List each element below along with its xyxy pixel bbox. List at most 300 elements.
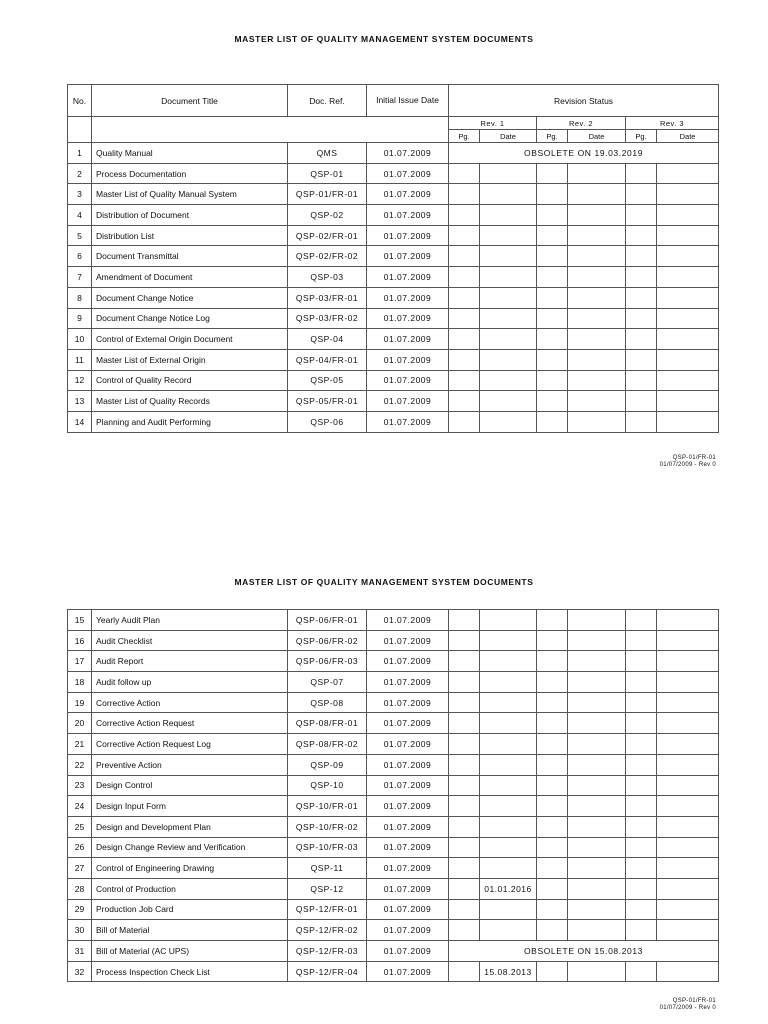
rev2-pg: [537, 163, 568, 184]
doc-ref: QSP-03: [288, 267, 367, 288]
table-row: [68, 692, 719, 713]
rev3-date: [657, 246, 719, 267]
rev2-date: [568, 816, 626, 837]
doc-ref: QSP-04: [288, 329, 367, 350]
rev1-pg: [449, 308, 480, 329]
rev1-date: [480, 713, 537, 734]
row-number: 15: [68, 610, 92, 631]
rev1-pg: [449, 754, 480, 775]
row-number: 5: [68, 225, 92, 246]
row-number: 29: [68, 899, 92, 920]
rev2-pg: [537, 651, 568, 672]
doc-ref: QSP-02/FR-01: [288, 225, 367, 246]
rev3-pg: [626, 205, 657, 226]
row-number: 20: [68, 713, 92, 734]
table-row: [68, 920, 719, 941]
revision-note: OBSOLETE ON 15.08.2013: [449, 941, 719, 962]
rev1-pg: [449, 184, 480, 205]
rev1-date: [480, 920, 537, 941]
doc-ref: QSP-06/FR-03: [288, 651, 367, 672]
rev3-date: [657, 837, 719, 858]
rev1-pg: [449, 816, 480, 837]
document-title: Control of Production: [92, 878, 288, 899]
rev2-pg: [537, 837, 568, 858]
rev3-date: [657, 329, 719, 350]
row-number: 31: [68, 941, 92, 962]
rev2-pg: [537, 349, 568, 370]
doc-ref: QSP-12/FR-01: [288, 899, 367, 920]
table-row: [68, 349, 719, 370]
revision-note: OBSOLETE ON 19.03.2019: [449, 143, 719, 164]
table-row: [68, 391, 719, 412]
initial-issue-date: 01.07.2009: [367, 754, 449, 775]
initial-issue-date: 01.07.2009: [367, 349, 449, 370]
row-number: 25: [68, 816, 92, 837]
rev1-pg: [449, 225, 480, 246]
row-number: 2: [68, 163, 92, 184]
rev1-date: [480, 734, 537, 755]
rev1-date: [480, 225, 537, 246]
rev1-date: [480, 816, 537, 837]
rev3-date: [657, 734, 719, 755]
rev1-pg: [449, 349, 480, 370]
rev3-pg: [626, 754, 657, 775]
rev3-pg: [626, 184, 657, 205]
rev2-date: [568, 899, 626, 920]
initial-issue-date: 01.07.2009: [367, 878, 449, 899]
rev1-date: [480, 163, 537, 184]
rev1-pg: [449, 267, 480, 288]
document-title: Yearly Audit Plan: [92, 610, 288, 631]
header-initial-issue-date: Initial Issue Date: [367, 85, 449, 117]
table-row: [68, 796, 719, 817]
header-rev2: Rev. 2: [537, 117, 626, 130]
rev3-pg: [626, 370, 657, 391]
doc-ref: QSP-06/FR-02: [288, 630, 367, 651]
table-row: [68, 329, 719, 350]
row-number: 19: [68, 692, 92, 713]
documents-table: [67, 609, 719, 982]
rev2-pg: [537, 329, 568, 350]
rev2-pg: [537, 411, 568, 432]
rev3-date: [657, 816, 719, 837]
rev2-date: [568, 630, 626, 651]
rev2-pg: [537, 734, 568, 755]
doc-ref: QSP-07: [288, 672, 367, 693]
rev2-pg: [537, 267, 568, 288]
rev2-date: [568, 920, 626, 941]
rev3-pg: [626, 225, 657, 246]
rev2-date: [568, 184, 626, 205]
initial-issue-date: 01.07.2009: [367, 370, 449, 391]
doc-ref: QSP-06/FR-01: [288, 610, 367, 631]
rev3-pg: [626, 899, 657, 920]
table-row: [68, 672, 719, 693]
rev1-pg: [449, 163, 480, 184]
document-title: Master List of Quality Manual System: [92, 184, 288, 205]
doc-ref: QSP-10: [288, 775, 367, 796]
rev1-pg: [449, 651, 480, 672]
rev2-pg: [537, 672, 568, 693]
rev1-pg: [449, 878, 480, 899]
initial-issue-date: 01.07.2009: [367, 391, 449, 412]
rev2-pg: [537, 899, 568, 920]
document-title: Control of Quality Record: [92, 370, 288, 391]
doc-ref: QSP-12/FR-04: [288, 961, 367, 982]
rev3-date: [657, 391, 719, 412]
rev2-date: [568, 246, 626, 267]
rev3-pg: [626, 308, 657, 329]
rev2-date: [568, 878, 626, 899]
rev3-pg: [626, 651, 657, 672]
doc-ref: QSP-10/FR-02: [288, 816, 367, 837]
initial-issue-date: 01.07.2009: [367, 610, 449, 631]
rev3-pg: [626, 734, 657, 755]
row-number: 9: [68, 308, 92, 329]
rev1-pg: [449, 287, 480, 308]
rev2-date: [568, 858, 626, 879]
table-row: [68, 308, 719, 329]
rev2-pg: [537, 961, 568, 982]
rev2-pg: [537, 308, 568, 329]
header-rev3: Rev. 3: [626, 117, 719, 130]
table-row: [68, 713, 719, 734]
initial-issue-date: 01.07.2009: [367, 837, 449, 858]
form-reference-footer: [660, 455, 716, 469]
doc-ref: QSP-08/FR-01: [288, 713, 367, 734]
rev1-pg: [449, 672, 480, 693]
initial-issue-date: 01.07.2009: [367, 411, 449, 432]
document-title: Control of Engineering Drawing: [92, 858, 288, 879]
rev3-date: [657, 899, 719, 920]
doc-ref: QSP-01/FR-01: [288, 184, 367, 205]
doc-ref: QSP-02: [288, 205, 367, 226]
doc-ref: QSP-08/FR-02: [288, 734, 367, 755]
doc-ref: QSP-12/FR-02: [288, 920, 367, 941]
initial-issue-date: 01.07.2009: [367, 308, 449, 329]
row-number: 18: [68, 672, 92, 693]
header-date: Date: [657, 130, 719, 143]
row-number: 13: [68, 391, 92, 412]
rev2-date: [568, 225, 626, 246]
document-title: Audit Report: [92, 651, 288, 672]
doc-ref: QSP-12/FR-03: [288, 941, 367, 962]
rev3-pg: [626, 692, 657, 713]
rev2-pg: [537, 610, 568, 631]
rev1-pg: [449, 630, 480, 651]
rev3-pg: [626, 878, 657, 899]
doc-ref: QSP-05/FR-01: [288, 391, 367, 412]
initial-issue-date: 01.07.2009: [367, 920, 449, 941]
rev2-pg: [537, 370, 568, 391]
doc-ref: QSP-09: [288, 754, 367, 775]
rev3-pg: [626, 796, 657, 817]
rev1-pg: [449, 329, 480, 350]
row-number: 32: [68, 961, 92, 982]
row-number: 1: [68, 143, 92, 164]
document-title: Preventive Action: [92, 754, 288, 775]
rev2-pg: [537, 287, 568, 308]
initial-issue-date: 01.07.2009: [367, 941, 449, 962]
initial-issue-date: 01.07.2009: [367, 899, 449, 920]
initial-issue-date: 01.07.2009: [367, 651, 449, 672]
rev3-pg: [626, 672, 657, 693]
table-row: [68, 143, 719, 164]
rev3-pg: [626, 349, 657, 370]
rev3-date: [657, 411, 719, 432]
table-row: [68, 816, 719, 837]
rev2-date: [568, 610, 626, 631]
table-row: [68, 899, 719, 920]
rev2-date: [568, 672, 626, 693]
header-date: Date: [568, 130, 626, 143]
rev2-pg: [537, 225, 568, 246]
rev3-date: [657, 754, 719, 775]
rev3-date: [657, 713, 719, 734]
rev1-date: [480, 837, 537, 858]
rev2-date: [568, 754, 626, 775]
rev1-pg: [449, 391, 480, 412]
rev1-pg: [449, 899, 480, 920]
row-number: 30: [68, 920, 92, 941]
row-number: 8: [68, 287, 92, 308]
row-number: 4: [68, 205, 92, 226]
rev1-pg: [449, 837, 480, 858]
table-row: [68, 754, 719, 775]
rev3-date: [657, 920, 719, 941]
document-title: Corrective Action Request: [92, 713, 288, 734]
doc-ref: QSP-03/FR-02: [288, 308, 367, 329]
rev3-pg: [626, 713, 657, 734]
rev1-date: [480, 267, 537, 288]
doc-ref: QSP-05: [288, 370, 367, 391]
rev1-pg: [449, 796, 480, 817]
table-row: [68, 205, 719, 226]
table-row: [68, 287, 719, 308]
rev3-pg: [626, 391, 657, 412]
row-number: 22: [68, 754, 92, 775]
doc-ref: QSP-04/FR-01: [288, 349, 367, 370]
table-body: [68, 610, 719, 982]
table-row: [68, 225, 719, 246]
row-number: 3: [68, 184, 92, 205]
header-revision-status: Revision Status: [449, 85, 719, 117]
rev2-date: [568, 411, 626, 432]
document-title: Master List of External Origin: [92, 349, 288, 370]
rev1-date: [480, 858, 537, 879]
initial-issue-date: 01.07.2009: [367, 775, 449, 796]
doc-ref: QSP-10/FR-01: [288, 796, 367, 817]
rev1-date: [480, 246, 537, 267]
doc-ref: QSP-08: [288, 692, 367, 713]
table-row: [68, 941, 719, 962]
document-title: Process Documentation: [92, 163, 288, 184]
initial-issue-date: 01.07.2009: [367, 858, 449, 879]
rev1-date: [480, 651, 537, 672]
rev2-date: [568, 961, 626, 982]
rev2-date: [568, 163, 626, 184]
initial-issue-date: 01.07.2009: [367, 630, 449, 651]
header-document-title: Document Title: [92, 85, 288, 117]
table-row: [68, 184, 719, 205]
rev3-date: [657, 878, 719, 899]
table-row: [68, 370, 719, 391]
header-pg: Pg.: [537, 130, 568, 143]
initial-issue-date: 01.07.2009: [367, 692, 449, 713]
table-row: [68, 630, 719, 651]
rev1-date: [480, 184, 537, 205]
rev3-date: [657, 630, 719, 651]
initial-issue-date: 01.07.2009: [367, 287, 449, 308]
rev1-pg: [449, 713, 480, 734]
rev1-date: [480, 796, 537, 817]
rev1-pg: [449, 246, 480, 267]
rev2-date: [568, 391, 626, 412]
rev1-pg: [449, 961, 480, 982]
initial-issue-date: 01.07.2009: [367, 816, 449, 837]
rev2-date: [568, 308, 626, 329]
rev2-pg: [537, 630, 568, 651]
initial-issue-date: 01.07.2009: [367, 734, 449, 755]
doc-ref: QSP-02/FR-02: [288, 246, 367, 267]
document-title: Planning and Audit Performing: [92, 411, 288, 432]
rev3-pg: [626, 630, 657, 651]
row-number: 7: [68, 267, 92, 288]
table-row: [68, 878, 719, 899]
rev1-date: [480, 287, 537, 308]
document-title: Distribution of Document: [92, 205, 288, 226]
row-number: 10: [68, 329, 92, 350]
doc-ref: QMS: [288, 143, 367, 164]
rev3-pg: [626, 287, 657, 308]
row-number: 11: [68, 349, 92, 370]
initial-issue-date: 01.07.2009: [367, 267, 449, 288]
document-title: Document Change Notice Log: [92, 308, 288, 329]
rev2-date: [568, 267, 626, 288]
rev1-pg: [449, 205, 480, 226]
documents-table: [67, 84, 719, 433]
rev3-date: [657, 692, 719, 713]
rev2-pg: [537, 184, 568, 205]
rev1-pg: [449, 692, 480, 713]
initial-issue-date: 01.07.2009: [367, 246, 449, 267]
row-number: 16: [68, 630, 92, 651]
document-title: Design and Development Plan: [92, 816, 288, 837]
rev2-date: [568, 205, 626, 226]
rev2-date: [568, 329, 626, 350]
rev1-date: [480, 411, 537, 432]
rev2-date: [568, 713, 626, 734]
rev1-date: [480, 630, 537, 651]
doc-ref: QSP-06: [288, 411, 367, 432]
row-number: 26: [68, 837, 92, 858]
document-title: Design Change Review and Verification: [92, 837, 288, 858]
header-no: No.: [68, 85, 92, 117]
header-blank: [92, 117, 449, 143]
rev2-pg: [537, 920, 568, 941]
rev2-pg: [537, 878, 568, 899]
rev3-date: [657, 775, 719, 796]
rev2-date: [568, 349, 626, 370]
rev3-pg: [626, 920, 657, 941]
document-title: Process Inspection Check List: [92, 961, 288, 982]
document-title: Design Control: [92, 775, 288, 796]
doc-ref: QSP-12: [288, 878, 367, 899]
rev1-date: [480, 610, 537, 631]
form-revision: 01/07/2009 - Rev 0: [659, 1005, 716, 1011]
document-title: Audit follow up: [92, 672, 288, 693]
document-title: Distribution List: [92, 225, 288, 246]
rev3-pg: [626, 775, 657, 796]
initial-issue-date: 01.07.2009: [367, 184, 449, 205]
rev3-date: [657, 858, 719, 879]
table-row: [68, 734, 719, 755]
rev2-date: [568, 837, 626, 858]
document-title: Audit Checklist: [92, 630, 288, 651]
document-title: Document Transmittal: [92, 246, 288, 267]
rev1-pg: [449, 370, 480, 391]
document-title: Corrective Action: [92, 692, 288, 713]
initial-issue-date: 01.07.2009: [367, 796, 449, 817]
rev2-date: [568, 692, 626, 713]
table-row: [68, 651, 719, 672]
form-ref: QSP-01/FR-01: [672, 998, 716, 1004]
initial-issue-date: 01.07.2009: [367, 143, 449, 164]
initial-issue-date: 01.07.2009: [367, 672, 449, 693]
rev1-date: [480, 370, 537, 391]
rev2-date: [568, 651, 626, 672]
rev3-date: [657, 163, 719, 184]
table-row: [68, 163, 719, 184]
rev1-date: [480, 672, 537, 693]
document-title: Quality Manual: [92, 143, 288, 164]
header-pg: Pg.: [626, 130, 657, 143]
page-title: MASTER LIST OF QUALITY MANAGEMENT SYSTEM DOCUMENTS: [234, 577, 534, 587]
rev1-pg: [449, 858, 480, 879]
initial-issue-date: 01.07.2009: [367, 225, 449, 246]
rev1-date: [480, 754, 537, 775]
row-number: 12: [68, 370, 92, 391]
table-row: [68, 858, 719, 879]
table-row: [68, 961, 719, 982]
rev2-pg: [537, 858, 568, 879]
row-number: 6: [68, 246, 92, 267]
table-row: [68, 246, 719, 267]
header-date: Date: [480, 130, 537, 143]
row-number: 24: [68, 796, 92, 817]
rev3-date: [657, 370, 719, 391]
initial-issue-date: 01.07.2009: [367, 713, 449, 734]
document-title: Amendment of Document: [92, 267, 288, 288]
rev3-date: [657, 672, 719, 693]
page-title: MASTER LIST OF QUALITY MANAGEMENT SYSTEM DOCUMENTS: [234, 34, 534, 44]
row-number: 21: [68, 734, 92, 755]
rev3-date: [657, 184, 719, 205]
rev2-pg: [537, 205, 568, 226]
table-row: [68, 610, 719, 631]
rev3-date: [657, 796, 719, 817]
rev2-date: [568, 734, 626, 755]
initial-issue-date: 01.07.2009: [367, 961, 449, 982]
document-title: Master List of Quality Records: [92, 391, 288, 412]
table-row: [68, 775, 719, 796]
table-row: [68, 267, 719, 288]
table-body: [68, 143, 719, 433]
rev3-pg: [626, 837, 657, 858]
rev3-date: [657, 225, 719, 246]
rev2-date: [568, 775, 626, 796]
rev1-date: [480, 329, 537, 350]
